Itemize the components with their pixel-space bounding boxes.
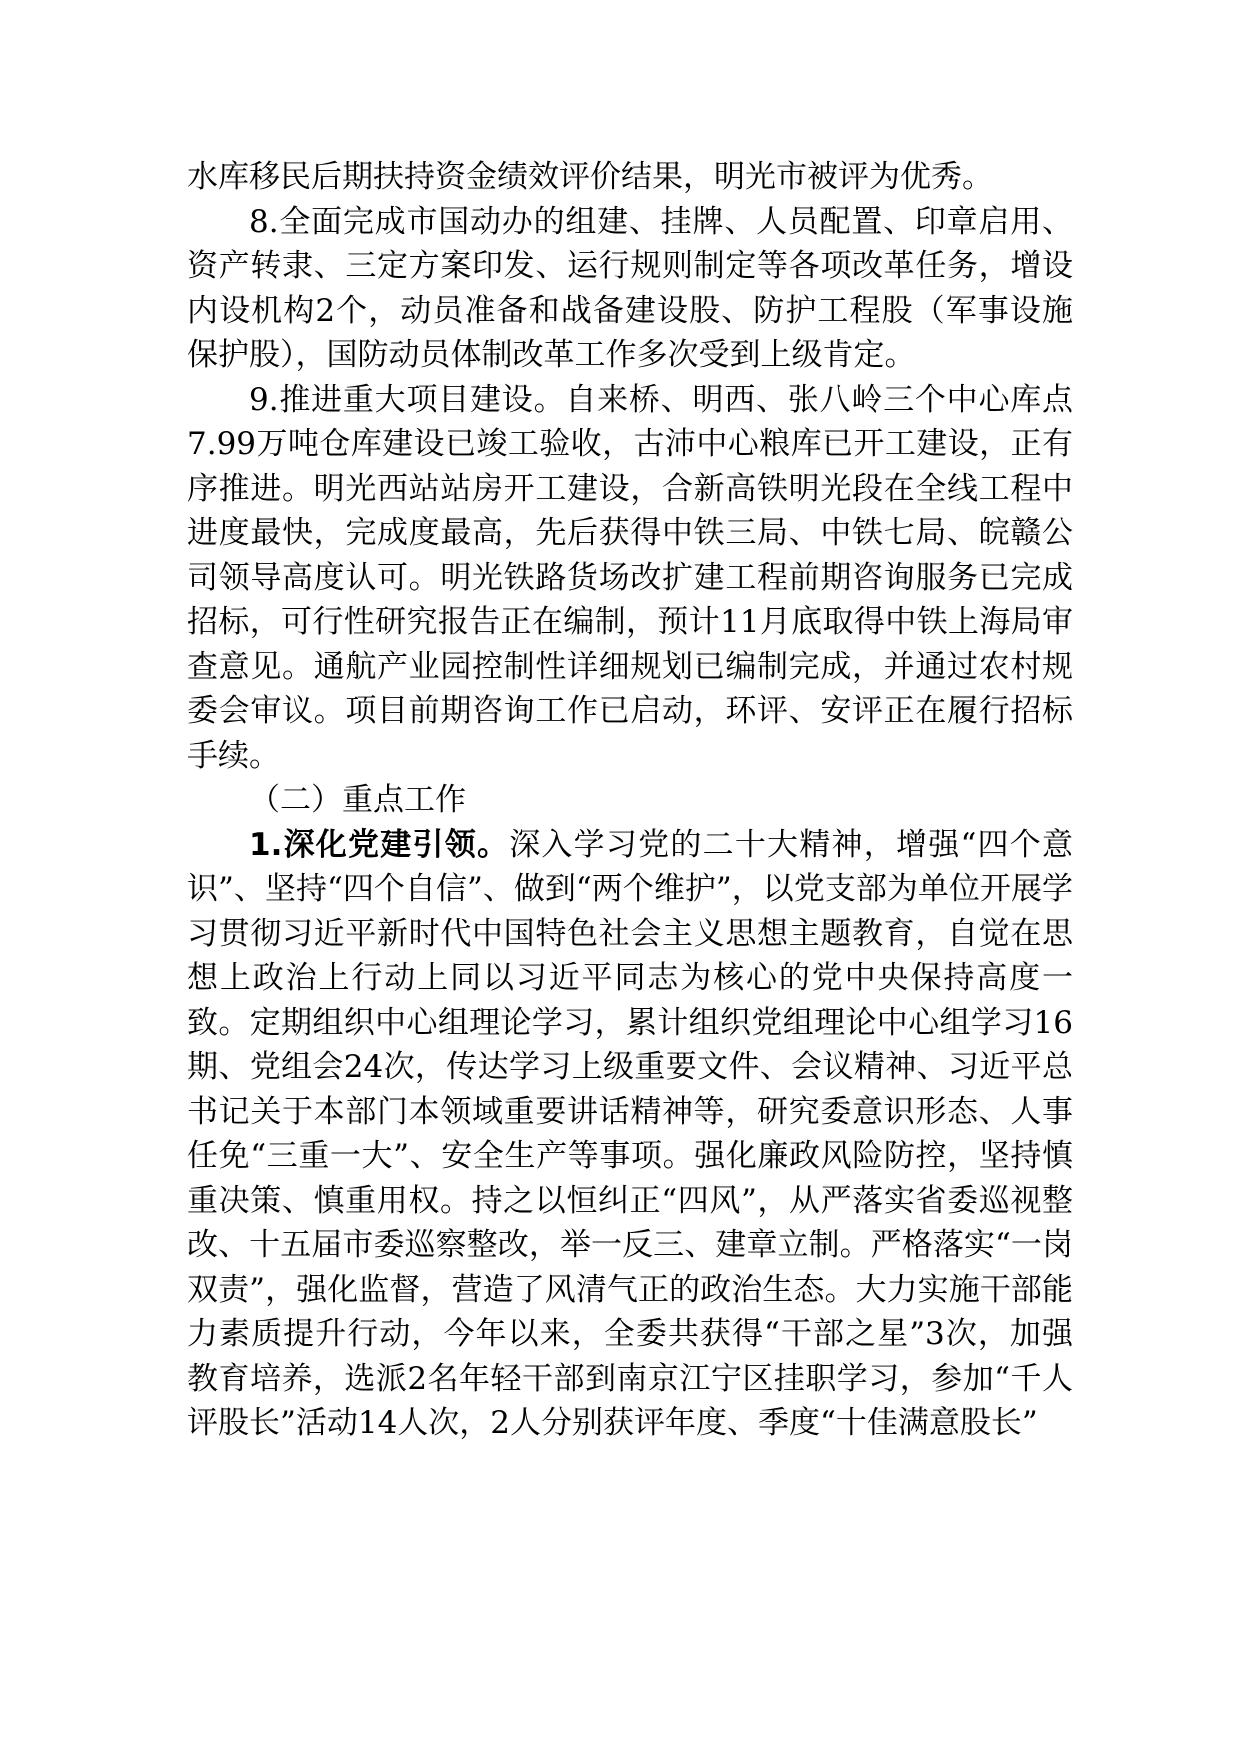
paragraph-item-9: 9.推进重大项目建设。自来桥、明西、张八岭三个中心库点7.99万吨仓库建设已竣工验收，古沛中心粮库已开工建设，正有序推进。明光西站站房开工建设，合新高铁明光段在全线工程中进度最快，完成度最高，先后获得中铁三局、中铁七局、皖赣公司领导高度认可。明光铁路货场改扩建工程前期咨询服务已完成招标，可行性研究报告正在编制，预计11月底取得中铁上海局审查意见。通航产业园控制性详细规划已编制完成，并通过农村规委会审议。项目前期咨询工作已启动，环评、安评正在履行招标手续。 [187,381,1073,774]
paragraph-key-item-1 [187,823,1073,1446]
key-item-1-heading: 1.深化党建引领。 [249,826,510,863]
section-heading-key-work: （二）重点工作 [249,782,466,818]
document-page [187,155,1073,1446]
key-item-1-body: 深入学习党的二十大精神，增强“四个意识”、坚持“四个自信”、做到“两个维护”，以党支部为单位开展学习贯彻习近平新时代中国特色社会主义思想主题教育，自觉在思想上政治上行动上同以习近平同志为核心的党中央保持高度一致。定期组织中心组理论学习，累计组织党组理论中心组学习16期、党组会24次，传达学习上级重要文件、会议精神、习近平总书记关于本部门本领域重要讲话精神等，研究委意识形态、人事任免“三重一大”、安全生产等事项。强化廉政风险防控，坚持慎重决策、慎重用权。持之以恒纠正“四风”，从严落实省委巡视整改、十五届市委巡察整改，举一反三、建章立制。严格落实“一岗双责”，强化监督，营造了风清气正的政治生态。大力实施干部能力素质提升行动，今年以来，全委共获得“干部之星”3次，加强教育培养，选派2名年轻干部到南京江宁区挂职学习，参加“千人评股长”活动14人次，2人分别获评年度、季度“十佳满意股长” [187,826,1073,1441]
paragraph-intro-continuation: 水库移民后期扶持资金绩效评价结果，明光市被评为优秀。 [187,159,993,195]
paragraph-item-8: 8.全面完成市国动办的组建、挂牌、人员配置、印章启用、资产转隶、三定方案印发、运行规则制定等各项改革任务，增设内设机构2个，动员准备和战备建设股、防护工程股（军事设施保护股），国防动员体制改革工作多次受到上级肯定。 [187,203,1073,373]
